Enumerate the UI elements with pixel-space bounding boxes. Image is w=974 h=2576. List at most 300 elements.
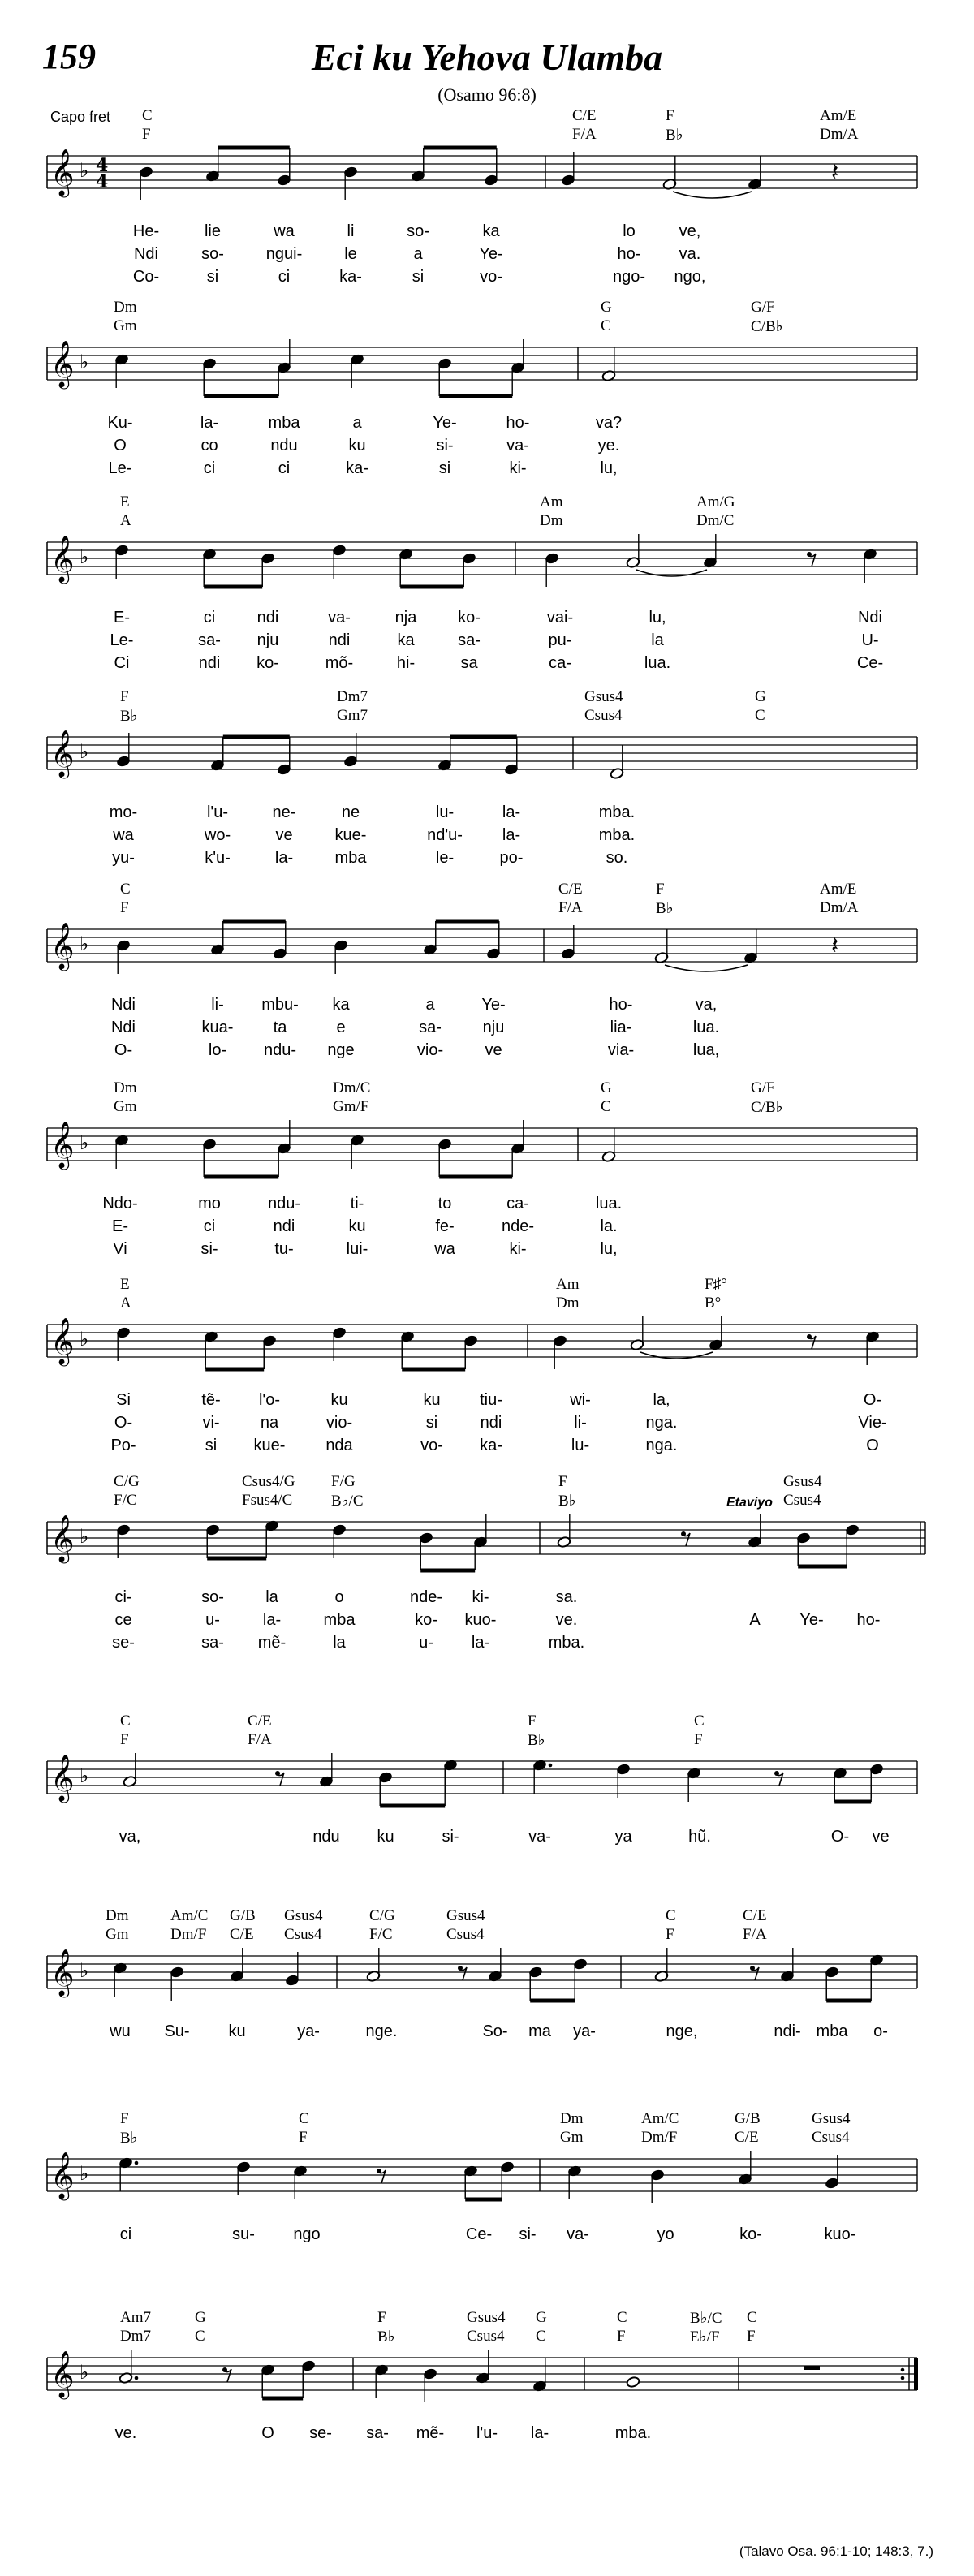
capo-chord-symbol: C <box>601 1098 611 1115</box>
lyric-syllable: po- <box>499 849 524 867</box>
lyric-syllable: so- <box>201 245 224 263</box>
note <box>374 2363 389 2398</box>
chord-symbol: Dm/C <box>333 1079 371 1096</box>
lyric-syllable: a <box>352 414 362 432</box>
chord-symbol: E <box>120 493 130 510</box>
note <box>532 2358 547 2393</box>
hymn-number: 159 <box>42 37 96 76</box>
lyric-syllable: la <box>651 631 664 649</box>
capo-chord-symbol: E♭/F <box>690 2328 720 2346</box>
lyric-syllable: ca- <box>549 654 571 672</box>
lyric-syllable: O- <box>863 1391 882 1409</box>
lyric-syllable: Ye- <box>799 1611 824 1629</box>
lyric-syllable: ho- <box>617 245 641 263</box>
lyric-syllable: li- <box>211 996 224 1014</box>
lyric-syllable: ko- <box>458 609 481 627</box>
lyric-syllable: la <box>333 1634 346 1652</box>
lyric-syllable: Ndi <box>110 1019 136 1036</box>
lyric-syllable: si- <box>519 2225 537 2243</box>
capo-chord-symbol: Csus4 <box>467 2328 505 2345</box>
capo-chord-symbol: F <box>617 2328 626 2345</box>
lyric-syllable: ve. <box>555 1611 578 1629</box>
lyric-syllable: ndu <box>270 437 298 454</box>
chord-symbol: Am <box>540 493 563 510</box>
lyric-syllable: sa- <box>201 1634 224 1652</box>
lyric-syllable: a <box>425 996 435 1014</box>
lyric-syllable: Ye- <box>479 245 503 263</box>
chord-symbol: B♭/C <box>690 2310 722 2327</box>
lyric-syllable: ci <box>203 1217 216 1235</box>
lyric-syllable: mba <box>334 849 367 867</box>
capo-chord-symbol: B♭ <box>528 1732 545 1749</box>
lyric-syllable: kue- <box>334 826 367 844</box>
lyric-syllable: u- <box>205 1611 220 1629</box>
chord-symbol: Gsus4 <box>467 2309 506 2326</box>
lyric-syllable: vio- <box>416 1041 444 1059</box>
lyric-syllable: ve, <box>679 222 701 240</box>
lyric-syllable: ka- <box>480 1437 502 1454</box>
lyric-syllable: wa <box>113 826 134 844</box>
key-signature-flat-icon: ♭ <box>80 159 89 182</box>
capo-chord-symbol: C <box>755 707 765 724</box>
lyric-syllable: si- <box>442 1828 459 1846</box>
capo-chord-symbol: Csus4 <box>446 1926 485 1943</box>
chord-symbol: C/E <box>558 881 583 898</box>
chord-symbol: F/G <box>331 1473 356 1490</box>
lyric-syllable: nde- <box>501 1217 535 1235</box>
capo-chord-symbol: Gm7 <box>337 707 368 724</box>
lyric-syllable: ya- <box>573 2022 596 2040</box>
lyric-syllable: ci <box>203 459 216 477</box>
chord-symbol: Csus4/G <box>242 1473 295 1490</box>
lyric-syllable: nju <box>256 631 279 649</box>
lyric-syllable: mba. <box>598 826 636 844</box>
lyric-syllable: mẽ- <box>257 1634 287 1652</box>
lyric-syllable: to <box>437 1195 452 1213</box>
lyric-syllable: co <box>200 437 218 454</box>
lyric-syllable: ka- <box>339 268 362 286</box>
chord-symbol: C <box>694 1712 705 1730</box>
chord-symbol: Gsus4 <box>584 688 623 705</box>
lyric-syllable: Ku- <box>107 414 133 432</box>
chord-symbol: Dm7 <box>337 688 368 705</box>
lyric-syllable: wi- <box>570 1391 591 1409</box>
lyric-syllable: so- <box>407 222 429 240</box>
note <box>119 2350 138 2384</box>
chord-symbol: Dm <box>114 1079 137 1096</box>
lyric-syllable: o- <box>873 2022 888 2040</box>
chord-symbol: Gsus4 <box>783 1473 822 1490</box>
lyric-syllable: nge. <box>365 2022 398 2040</box>
lyric-syllable: lie <box>204 222 222 240</box>
treble-clef-icon: 𝄞 <box>50 1121 75 1168</box>
capo-chord-symbol: B♭/C <box>331 1493 364 1510</box>
capo-chord-symbol: C/E <box>230 1926 254 1943</box>
chord-symbol: C/E <box>248 1712 272 1730</box>
lyric-syllable: ve. <box>114 2424 137 2442</box>
treble-clef-icon: 𝄞 <box>50 1754 75 1801</box>
lyric-syllable: ca- <box>506 1195 529 1213</box>
lyric-syllable: vo- <box>420 1437 443 1454</box>
capo-chord-symbol: Csus4 <box>783 1492 821 1509</box>
lyric-syllable: kuo- <box>464 1611 497 1629</box>
lyric-syllable: ci <box>278 459 291 477</box>
lyric-syllable: la- <box>502 826 521 844</box>
capo-chord-symbol: Dm/F <box>170 1926 207 1943</box>
capo-chord-symbol: Csus4 <box>584 707 623 724</box>
treble-clef-icon: 𝄞 <box>50 2350 75 2397</box>
lyric-syllable: sa- <box>366 2424 389 2442</box>
lyric-syllable: wa <box>434 1240 455 1258</box>
lyric-syllable: ndu- <box>267 1195 301 1213</box>
treble-clef-icon: 𝄞 <box>50 1317 75 1364</box>
lyric-syllable: si <box>412 268 425 286</box>
lyric-syllable: lo <box>623 222 636 240</box>
chord-symbol: C/G <box>114 1473 140 1490</box>
lyric-syllable: pu- <box>548 631 572 649</box>
lyric-syllable: ma <box>528 2022 551 2040</box>
lyric-syllable: le- <box>435 849 455 867</box>
lyric-syllable: se- <box>112 1634 135 1652</box>
lyric-syllable: Po- <box>110 1437 136 1454</box>
lyric-syllable: Ce- <box>856 654 884 672</box>
lyric-syllable: ho- <box>856 1611 881 1629</box>
treble-clef-icon: 𝄞 <box>50 1514 75 1562</box>
chord-symbol: Gsus4 <box>812 2110 851 2127</box>
lyric-syllable: la- <box>262 1611 282 1629</box>
time-signature-top: 4 <box>96 155 109 176</box>
lyric-syllable: si <box>205 1437 218 1454</box>
chord-symbol: G <box>601 299 612 316</box>
chord-symbol: F <box>377 2309 386 2326</box>
lyric-syllable: mbu- <box>261 996 299 1014</box>
capo-chord-symbol: B♭ <box>120 708 138 725</box>
lyric-syllable: ku <box>348 437 366 454</box>
lyric-syllable: lu- <box>571 1437 590 1454</box>
lyric-syllable: Vie- <box>858 1414 887 1432</box>
lyric-syllable: Ndo- <box>102 1195 138 1213</box>
lyric-syllable: sa <box>460 654 478 672</box>
capo-chord-symbol: A <box>120 512 131 529</box>
capo-chord-symbol: Gm <box>114 317 137 334</box>
lyric-syllable: ki- <box>509 1240 527 1258</box>
lyric-syllable: ve <box>485 1041 502 1059</box>
repeat-dot <box>901 2368 905 2372</box>
chord-symbol: C <box>617 2309 627 2326</box>
lyric-syllable: le <box>344 245 357 263</box>
treble-clef-icon: 𝄞 <box>50 730 75 777</box>
chord-symbol: Dm <box>560 2110 584 2127</box>
lyric-syllable: ndu <box>312 1828 340 1846</box>
capo-chord-symbol: F/A <box>743 1926 767 1943</box>
capo-chord-symbol: A <box>120 1294 131 1312</box>
lyric-syllable: la, <box>653 1391 670 1409</box>
lyric-syllable: E- <box>114 609 130 627</box>
capo-chord-symbol: F <box>694 1731 703 1748</box>
note <box>423 2367 437 2402</box>
lyric-syllable: E- <box>112 1217 128 1235</box>
lyric-syllable: ye. <box>597 437 620 454</box>
lyric-syllable: mẽ- <box>416 2424 445 2442</box>
lyric-syllable: va- <box>506 437 529 454</box>
scripture-reference: (Osamo 96:8) <box>437 84 537 105</box>
key-signature-flat-icon: ♭ <box>80 1131 89 1154</box>
lyric-syllable: ti- <box>350 1195 364 1213</box>
key-signature-flat-icon: ♭ <box>80 1328 89 1350</box>
key-signature-flat-icon: ♭ <box>80 1959 89 1982</box>
lyric-syllable: lua, <box>692 1041 720 1059</box>
lyric-syllable: ci <box>203 609 216 627</box>
lyric-syllable: mba. <box>548 1634 585 1652</box>
lyric-syllable: Vi <box>113 1240 127 1258</box>
chord-symbol: F <box>120 688 129 705</box>
lyric-syllable: ve <box>872 1828 890 1846</box>
lyric-syllable: vio- <box>325 1414 353 1432</box>
lyric-syllable: va, <box>119 1828 141 1846</box>
lyric-syllable: la- <box>471 1634 490 1652</box>
quarter-rest-icon: 𝄽 <box>831 932 839 960</box>
chord-symbol: Dm <box>114 299 137 316</box>
lyric-syllable: su- <box>232 2225 255 2243</box>
lyric-syllable: va. <box>679 245 701 263</box>
chord-symbol: G/F <box>751 299 775 316</box>
lyric-syllable: ka <box>332 996 350 1014</box>
capo-chord-symbol: B♭ <box>120 2130 138 2147</box>
ending-marking: Etaviyo <box>726 1496 773 1510</box>
chord-symbol: G <box>601 1079 612 1096</box>
eighth-rest-icon <box>222 2367 231 2382</box>
lyric-syllable: hi- <box>396 654 416 672</box>
lyric-syllable: li- <box>574 1414 587 1432</box>
lyric-syllable: ko- <box>415 1611 437 1629</box>
lyric-syllable: mo- <box>109 803 138 821</box>
lyric-syllable: nd'u- <box>427 826 463 844</box>
chord-symbol: F <box>656 881 665 898</box>
capo-chord-symbol: F/A <box>572 126 597 143</box>
lyric-syllable: la- <box>530 2424 549 2442</box>
lyric-syllable: Le- <box>108 459 132 477</box>
lyric-syllable: e <box>336 1019 346 1036</box>
lyric-syllable: ta <box>273 1019 287 1036</box>
lyric-syllable: ngo, <box>674 268 706 286</box>
capo-label: Capo fret <box>50 109 111 125</box>
capo-chord-symbol: Gm/F <box>333 1098 369 1115</box>
treble-clef-icon: 𝄞 <box>50 149 75 196</box>
key-signature-flat-icon: ♭ <box>80 933 89 955</box>
lyric-syllable: nda <box>325 1437 353 1454</box>
lyric-syllable: si <box>425 1414 438 1432</box>
capo-chord-symbol: Dm7 <box>120 2328 151 2345</box>
capo-chord-symbol: Dm/A <box>820 899 859 916</box>
time-signature-bottom: 4 <box>96 171 109 192</box>
chord-symbol: C <box>299 2110 309 2127</box>
lyric-syllable: tẽ- <box>201 1391 221 1409</box>
capo-chord-symbol: F <box>747 2328 756 2345</box>
lyric-syllable: ko- <box>256 654 279 672</box>
lyric-syllable: Ndi <box>857 609 883 627</box>
lyric-syllable: lu, <box>600 1240 618 1258</box>
capo-chord-symbol: Fsus4/C <box>242 1492 293 1509</box>
lyric-syllable: lu, <box>600 459 618 477</box>
lyric-syllable: so- <box>201 1588 224 1606</box>
lyric-syllable: U- <box>861 631 879 649</box>
chord-symbol: F <box>120 2110 129 2127</box>
lyric-syllable: hũ. <box>688 1828 711 1846</box>
lyric-syllable: ndi <box>480 1414 502 1432</box>
capo-chord-symbol: Csus4 <box>284 1926 322 1943</box>
lyric-syllable: ndi- <box>774 2022 801 2040</box>
lyric-syllable: O- <box>830 1828 850 1846</box>
chord-symbol: C/G <box>369 1907 395 1924</box>
lyric-syllable: u- <box>419 1634 433 1652</box>
lyric-syllable: si <box>438 459 451 477</box>
lyric-syllable: ko- <box>739 2225 762 2243</box>
lyric-syllable: mo <box>198 1195 221 1213</box>
capo-chord-symbol: Dm <box>556 1294 580 1312</box>
lyric-syllable: la <box>265 1588 278 1606</box>
treble-clef-icon: 𝄞 <box>50 922 75 969</box>
lyric-syllable: l'o- <box>258 1391 281 1409</box>
lyric-syllable: yu- <box>112 849 135 867</box>
lyric-syllable: Ce- <box>465 2225 493 2243</box>
lyric-syllable: Co- <box>132 268 160 286</box>
lyric-syllable: ne- <box>272 803 296 821</box>
lyric-syllable: ho- <box>609 996 633 1014</box>
capo-chord-symbol: Dm/F <box>641 2129 678 2146</box>
lyric-syllable: ku <box>423 1391 441 1409</box>
capo-chord-symbol: F/C <box>114 1492 137 1509</box>
lyric-syllable: ku <box>348 1217 366 1235</box>
lyric-syllable: o <box>334 1588 344 1606</box>
chord-symbol: F <box>528 1712 537 1730</box>
chord-symbol: G/F <box>751 1079 775 1096</box>
hymn-title: Eci ku Yehova Ulamba <box>311 37 663 78</box>
capo-chord-symbol: Csus4 <box>812 2129 850 2146</box>
key-signature-flat-icon: ♭ <box>80 740 89 763</box>
chord-symbol: G/B <box>230 1907 256 1924</box>
lyric-syllable: lo- <box>208 1041 227 1059</box>
quarter-rest-icon: 𝄽 <box>831 158 839 187</box>
lyric-syllable: Ndi <box>133 245 159 263</box>
lyric-syllable: ya <box>614 1828 632 1846</box>
chord-symbol: F <box>558 1473 567 1490</box>
chord-symbol: G <box>195 2309 206 2326</box>
chord-symbol: C <box>747 2309 757 2326</box>
lyric-syllable: ci <box>119 2225 132 2243</box>
lyric-syllable: a <box>413 245 423 263</box>
lyric-syllable: ngo- <box>612 268 646 286</box>
lyric-syllable: kua- <box>201 1019 234 1036</box>
lyric-syllable: nge <box>327 1041 355 1059</box>
capo-chord-symbol: Dm <box>540 512 563 529</box>
lyric-syllable: yo <box>657 2225 674 2243</box>
lyric-syllable: O- <box>114 1414 133 1432</box>
lyric-syllable: li <box>347 222 355 240</box>
chord-symbol: Am <box>556 1276 580 1293</box>
lyric-syllable: ki- <box>472 1588 489 1606</box>
lyric-syllable: nju <box>482 1019 505 1036</box>
capo-chord-symbol: Dm/A <box>820 126 859 143</box>
lyric-syllable: ka <box>397 631 415 649</box>
chord-symbol: F♯° <box>705 1276 727 1293</box>
capo-chord-symbol: Gm <box>106 1926 129 1943</box>
capo-chord-symbol: F <box>666 1926 674 1943</box>
lyric-syllable: nja <box>394 609 417 627</box>
footer-reference: (Talavo Osa. 96:1-10; 148:3, 7.) <box>739 2544 933 2559</box>
capo-chord-symbol: B♭ <box>656 900 674 917</box>
lyric-syllable: ki- <box>509 459 527 477</box>
lyric-syllable: O- <box>114 1041 133 1059</box>
lyric-syllable: ku <box>228 2022 246 2040</box>
chord-symbol: Am/E <box>820 881 857 898</box>
note <box>626 2376 640 2388</box>
lyric-syllable: lu, <box>649 609 666 627</box>
chord-symbol: Dm <box>106 1907 129 1924</box>
lyric-syllable: si <box>206 268 219 286</box>
lyric-syllable: si- <box>200 1240 218 1258</box>
treble-clef-icon: 𝄞 <box>50 1949 75 1996</box>
chord-symbol: Am/C <box>170 1907 209 1924</box>
capo-chord-symbol: C <box>601 317 611 334</box>
lyric-syllable: wo- <box>204 826 231 844</box>
lyric-syllable: mba. <box>598 803 636 821</box>
chord-symbol: Am/G <box>696 493 735 510</box>
treble-clef-icon: 𝄞 <box>50 2152 75 2199</box>
lyric-syllable: O <box>114 437 127 454</box>
treble-clef-icon: 𝄞 <box>50 340 75 387</box>
lyric-syllable: He- <box>132 222 160 240</box>
lyric-syllable: sa. <box>555 1588 578 1606</box>
capo-chord-symbol: C <box>195 2328 205 2345</box>
lyric-syllable: O <box>866 1437 879 1454</box>
lyric-syllable: ndi <box>198 654 221 672</box>
chord-symbol: Am/E <box>820 107 857 124</box>
lyric-syllable: mba. <box>614 2424 652 2442</box>
capo-chord-symbol: B♭ <box>666 127 683 144</box>
lyric-syllable: mba <box>323 1611 356 1629</box>
lyric-syllable: ngui- <box>265 245 303 263</box>
lyric-syllable: va- <box>528 1828 551 1846</box>
lyric-syllable: sa- <box>458 631 481 649</box>
lyric-syllable: lua. <box>644 654 671 672</box>
chord-symbol: C/E <box>572 107 597 124</box>
lyric-syllable: fe- <box>435 1217 455 1235</box>
capo-chord-symbol: C/B♭ <box>751 1099 783 1116</box>
capo-chord-symbol: C <box>536 2328 546 2345</box>
capo-chord-symbol: F/C <box>369 1926 393 1943</box>
chord-symbol: C <box>666 1907 676 1924</box>
chord-symbol: G <box>755 688 766 705</box>
lyric-syllable: Ye- <box>433 414 457 432</box>
lyric-syllable: lua. <box>692 1019 720 1036</box>
capo-chord-symbol: C/B♭ <box>751 318 783 335</box>
lyric-syllable: ci- <box>114 1588 132 1606</box>
lyric-syllable: ya- <box>297 2022 320 2040</box>
capo-chord-symbol: C/E <box>735 2129 759 2146</box>
lyric-syllable: kuo- <box>824 2225 856 2243</box>
lyric-syllable: vi- <box>202 1414 220 1432</box>
chord-symbol: C <box>142 107 153 124</box>
lyric-syllable: va- <box>328 609 351 627</box>
lyric-syllable: Ci <box>114 654 130 672</box>
lyric-syllable: mõ- <box>325 654 354 672</box>
lyric-syllable: ce <box>114 1611 132 1629</box>
lyric-syllable: l'u- <box>206 803 229 821</box>
lyric-syllable: Ye- <box>481 996 506 1014</box>
key-signature-flat-icon: ♭ <box>80 1764 89 1787</box>
chord-symbol: G <box>536 2309 547 2326</box>
lyric-syllable: va, <box>695 996 718 1014</box>
